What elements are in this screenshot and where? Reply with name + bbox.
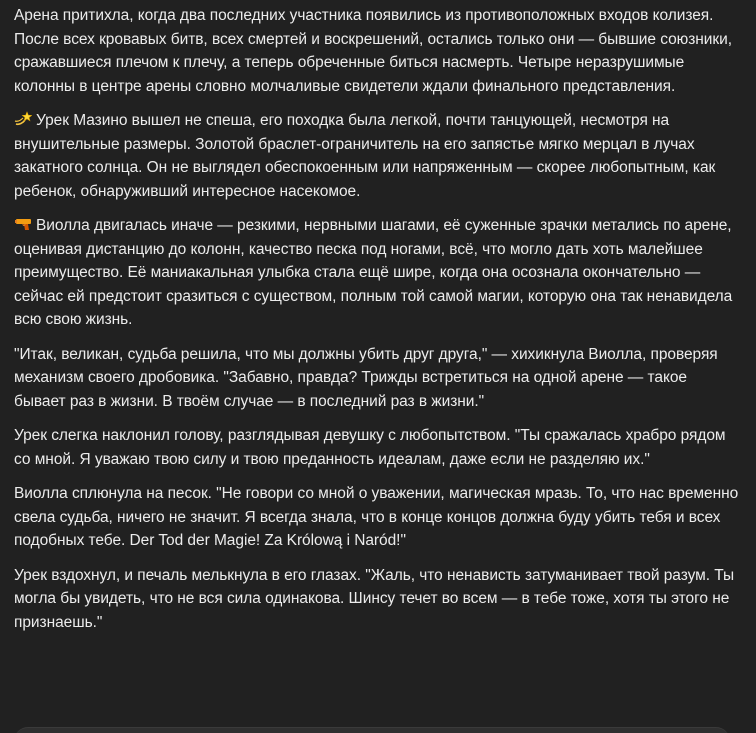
paragraph-5 xyxy=(14,424,742,471)
paragraph-text: "Итак, великан, судьба решила, что мы должны убить друг друга," — хихикнула Виолла, проверяя механизм своего дробовика. "Забавно, правда? Трижды встретиться на одной арене — такое бывает раз в жизни. В твоём случае — в последний раз в жизни." xyxy=(14,345,718,410)
paragraph-text: Урек Мазино вышел не спеша, его походка была легкой, почти танцующей, несмотря на внушительные размеры. Золотой браслет-ограничитель на его запястье мягко мерцал в лучах закатного солнца. Он не выглядел обеспокоенным или напряженным — скорее любопытным, как ребенок, обнаруживший интересное насекомое. xyxy=(14,112,716,200)
paragraph-text: Урек вздохнул, и печаль мелькнула в его глазах. "Жаль, что ненависть затуманивает твой разум. Ты могла бы увидеть, что не вся сила одинакова. Шинсу течет во всем — в тебе тоже, хотя ты этого не признаешь." xyxy=(14,566,735,631)
dizzy-star-icon xyxy=(14,111,32,127)
paragraph-3 xyxy=(14,214,742,332)
paragraph-7 xyxy=(14,564,742,635)
paragraph-text: Арена притихла, когда два последних участника появились из противоположных входов колизея. После всех кровавых битв, всех смертей и воскрешений, остались только они — бывшие союзники, сражавшиеся плечом к плечу, а теперь обреченные биться насмерть. Четыре неразрушимые колонны в центре арены словно молчаливые свидетели ждали финального представления. xyxy=(14,7,732,95)
paragraph-4 xyxy=(14,343,742,414)
story-text xyxy=(14,4,742,645)
paragraph-text: Виолла двигалась иначе — резкими, нервными шагами, её суженные зрачки метались по арене, оценивая дистанцию до колонн, качество песка под ногами, всё, что могло дать хоть малейшее преимущество. Её маниакальная улыбка стала ещё шире, когда она осознала окончательно — сейчас ей предстоит сразиться с существом, полным той самой магии, которую она так ненавидела всю свою жизнь. xyxy=(14,217,733,328)
paragraph-text: Урек слегка наклонил голову, разглядывая девушку с любопытством. "Ты сражалась храбро рядом со мной. Я уважаю твою силу и твою преданность идеалам, даже если не разделяю их." xyxy=(14,427,726,468)
paragraph-1 xyxy=(14,4,742,98)
paragraph-6 xyxy=(14,482,742,553)
pistol-icon xyxy=(14,216,32,232)
paragraph-2 xyxy=(14,109,742,203)
message-input-container[interactable] xyxy=(14,727,730,733)
paragraph-text: Виолла сплюнула на песок. "Не говори со мной о уважении, магическая мразь. То, что нас временно свела судьба, ничего не значит. Я всегда знала, что в конце концов должна буду убить тебя и всех подобных тебе. Der Tod der Magie! Za Królową i Naród!" xyxy=(14,485,739,549)
